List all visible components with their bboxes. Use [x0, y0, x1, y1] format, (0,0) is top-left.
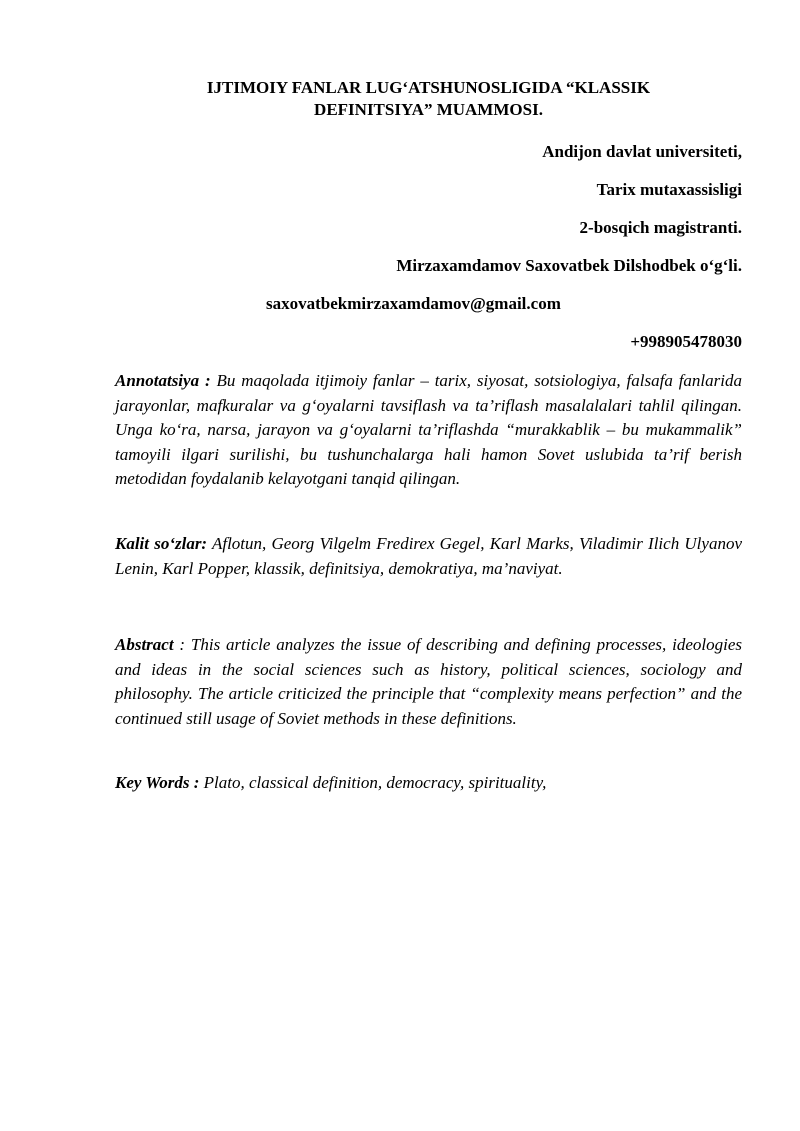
kalit-text: Aflotun, Georg Vilgelm Fredirex Gegel, Karl Marks, Viladimir Ilich Ulyanov Lenin, Karl Popper, klassik, definitsiya, demokratiya, ma’naviyat. [115, 534, 742, 578]
author-level: 2-bosqich magistranti. [579, 218, 742, 237]
kalit-paragraph [115, 532, 742, 581]
keywords-text: Plato, classical definition, democracy, spirituality, [199, 773, 547, 792]
annotatsiya-paragraph [115, 369, 742, 492]
title-line-1: IJTIMOIY FANLAR LUG‘ATSHUNOSLIGIDA “KLASSIK [206, 78, 651, 97]
keywords-paragraph [115, 771, 742, 796]
abstract-paragraph [115, 633, 742, 731]
author-field: Tarix mutaxassisligi [596, 180, 742, 199]
keywords-label: Key Words : [115, 773, 200, 792]
author-name: Mirzaxamdamov Saxovatbek Dilshodbek o‘g‘li. [396, 256, 742, 275]
author-university: Andijon davlat universiteti, [542, 142, 742, 161]
kalit-label: Kalit so‘zlar: [115, 534, 208, 553]
annotatsiya-text: Bu maqolada itjimoiy fanlar – tarix, siyosat, sotsiologiya, falsafa fanlarida jarayonlar, mafkuralar va g‘oyalarni tavsiflash va ta’riflash masalalalari tahlil qilingan. Unga ko‘ra, narsa, jarayon va g‘oyalarni ta’riflashda “murakkablik – bu mukammalik” tamoyili ilgari surilishi, bu tushunchalarga hali hamon Sovet uslubida ta’rif berish metodidan foydalanib kelayotgani tanqid qilingan. [115, 371, 742, 489]
paper-title [115, 77, 742, 121]
author-phone: +998905478030 [630, 332, 742, 351]
abstract-text: : This article analyzes the issue of describing and defining processes, ideologies and ideas in the social sciences such as history, political sciences, sociology and philosophy. The article criticized the principle that “complexity means perfection” and the continued still usage of Soviet methods in these definitions. [115, 635, 742, 728]
annotatsiya-label: Annotatsiya : [115, 371, 211, 390]
abstract-label: Abstract [115, 635, 174, 654]
author-email: saxovatbekmirzaxamdamov@gmail.com [266, 294, 561, 313]
title-line-2: DEFINITSIYA” MUAMMOSI. [314, 100, 543, 119]
